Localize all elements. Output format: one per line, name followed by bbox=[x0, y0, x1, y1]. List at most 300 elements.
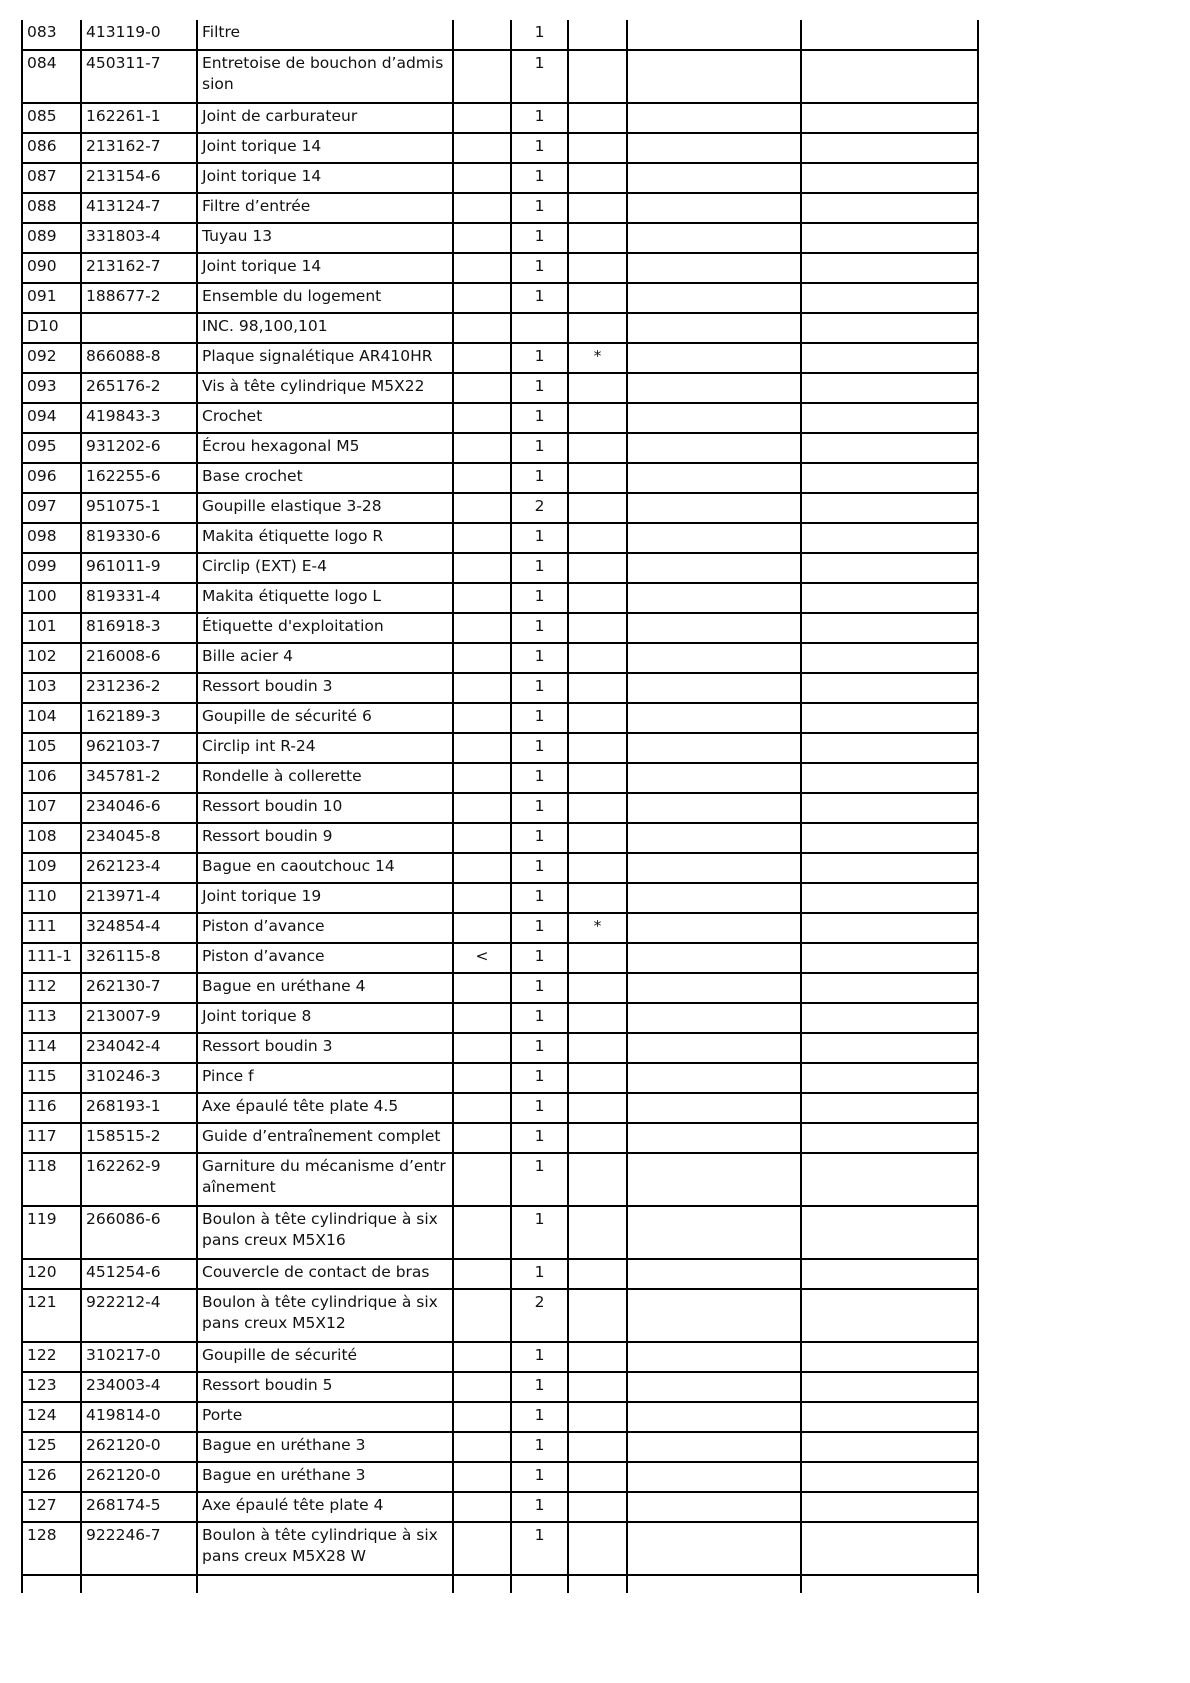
quantity: 1 bbox=[511, 20, 568, 50]
note-cell bbox=[453, 1522, 511, 1575]
remark-mark bbox=[568, 1123, 627, 1153]
remark-mark bbox=[568, 703, 627, 733]
item-number: 125 bbox=[22, 1432, 81, 1462]
empty-cell bbox=[801, 553, 978, 583]
quantity: 1 bbox=[511, 253, 568, 283]
table-row bbox=[22, 283, 978, 313]
remark-mark bbox=[568, 133, 627, 163]
quantity: 1 bbox=[511, 523, 568, 553]
remark-mark bbox=[568, 223, 627, 253]
item-number: 103 bbox=[22, 673, 81, 703]
empty-cell bbox=[801, 1003, 978, 1033]
part-description: Piston d’avance bbox=[197, 943, 453, 973]
empty-cell bbox=[801, 403, 978, 433]
item-number: 118 bbox=[22, 1153, 81, 1206]
empty-cell bbox=[627, 1462, 801, 1492]
part-description: Vis à tête cylindrique M5X22 bbox=[197, 373, 453, 403]
empty-cell bbox=[627, 433, 801, 463]
part-description: Boulon à tête cylindrique à six pans creux M5X16 bbox=[197, 1206, 453, 1259]
quantity: 1 bbox=[511, 163, 568, 193]
table-row bbox=[22, 703, 978, 733]
remark-mark bbox=[568, 50, 627, 103]
note-cell bbox=[453, 853, 511, 883]
remark-mark bbox=[568, 733, 627, 763]
quantity: 1 bbox=[511, 133, 568, 163]
empty-cell bbox=[627, 883, 801, 913]
part-number: 450311-7 bbox=[81, 50, 197, 103]
part-number: 268174-5 bbox=[81, 1492, 197, 1522]
table-row bbox=[22, 1289, 978, 1342]
part-number: 234045-8 bbox=[81, 823, 197, 853]
empty-cell bbox=[801, 1342, 978, 1372]
remark-mark bbox=[568, 463, 627, 493]
table-row bbox=[22, 1462, 978, 1492]
part-description: Base crochet bbox=[197, 463, 453, 493]
empty-cell bbox=[627, 973, 801, 1003]
empty-cell bbox=[801, 1432, 978, 1462]
remark-mark bbox=[568, 1402, 627, 1432]
item-number: 114 bbox=[22, 1033, 81, 1063]
part-number: 162189-3 bbox=[81, 703, 197, 733]
empty-cell bbox=[627, 1153, 801, 1206]
note-cell bbox=[453, 1206, 511, 1259]
note-cell bbox=[453, 343, 511, 373]
remark-mark bbox=[568, 883, 627, 913]
empty-cell bbox=[627, 163, 801, 193]
part-description: Joint torique 14 bbox=[197, 253, 453, 283]
remark-mark bbox=[568, 523, 627, 553]
empty-cell bbox=[627, 943, 801, 973]
table-row bbox=[22, 163, 978, 193]
note-cell bbox=[453, 913, 511, 943]
remark-mark bbox=[568, 1492, 627, 1522]
item-number: 087 bbox=[22, 163, 81, 193]
quantity: 1 bbox=[511, 463, 568, 493]
remark-mark bbox=[568, 1289, 627, 1342]
empty-cell bbox=[627, 343, 801, 373]
empty-cell bbox=[627, 673, 801, 703]
part-description: Goupille de sécurité bbox=[197, 1342, 453, 1372]
table-row bbox=[22, 1342, 978, 1372]
part-number: 931202-6 bbox=[81, 433, 197, 463]
empty-cell bbox=[627, 763, 801, 793]
item-number: 099 bbox=[22, 553, 81, 583]
part-number: 331803-4 bbox=[81, 223, 197, 253]
note-cell bbox=[453, 20, 511, 50]
part-number: 816918-3 bbox=[81, 613, 197, 643]
empty-cell bbox=[801, 313, 978, 343]
note-cell bbox=[453, 973, 511, 1003]
empty-cell bbox=[627, 1372, 801, 1402]
item-number: 108 bbox=[22, 823, 81, 853]
quantity: 1 bbox=[511, 583, 568, 613]
empty-cell bbox=[627, 1206, 801, 1259]
part-number: 265176-2 bbox=[81, 373, 197, 403]
part-number: 162262-9 bbox=[81, 1153, 197, 1206]
empty-cell bbox=[627, 613, 801, 643]
part-number: 262130-7 bbox=[81, 973, 197, 1003]
quantity: 1 bbox=[511, 433, 568, 463]
empty-cell bbox=[627, 1492, 801, 1522]
remark-mark bbox=[568, 613, 627, 643]
table-row bbox=[22, 973, 978, 1003]
remark-mark bbox=[568, 163, 627, 193]
part-description: Bague en uréthane 4 bbox=[197, 973, 453, 1003]
quantity: 1 bbox=[511, 1259, 568, 1289]
part-description: Filtre bbox=[197, 20, 453, 50]
remark-mark bbox=[568, 1432, 627, 1462]
part-number: 188677-2 bbox=[81, 283, 197, 313]
quantity: 1 bbox=[511, 853, 568, 883]
empty-cell bbox=[627, 1259, 801, 1289]
remark-mark: * bbox=[568, 913, 627, 943]
item-number: 117 bbox=[22, 1123, 81, 1153]
empty-cell bbox=[627, 313, 801, 343]
table-row bbox=[22, 20, 978, 50]
item-number: 101 bbox=[22, 613, 81, 643]
table-row bbox=[22, 733, 978, 763]
remark-mark bbox=[568, 1003, 627, 1033]
empty-cell bbox=[801, 1402, 978, 1432]
part-number: 213154-6 bbox=[81, 163, 197, 193]
part-number: 310217-0 bbox=[81, 1342, 197, 1372]
quantity: 1 bbox=[511, 973, 568, 1003]
item-number: 121 bbox=[22, 1289, 81, 1342]
quantity: 1 bbox=[511, 1372, 568, 1402]
remark-mark bbox=[568, 553, 627, 583]
item-number: 083 bbox=[22, 20, 81, 50]
empty-cell bbox=[801, 1153, 978, 1206]
table-row bbox=[22, 493, 978, 523]
quantity: 1 bbox=[511, 703, 568, 733]
item-number: 086 bbox=[22, 133, 81, 163]
note-cell bbox=[453, 403, 511, 433]
remark-mark: * bbox=[568, 343, 627, 373]
part-description: Circlip (EXT) E-4 bbox=[197, 553, 453, 583]
note-cell bbox=[453, 433, 511, 463]
empty-cell bbox=[627, 793, 801, 823]
empty-cell bbox=[627, 643, 801, 673]
remark-mark bbox=[568, 1093, 627, 1123]
table-row bbox=[22, 1033, 978, 1063]
part-description: Axe épaulé tête plate 4 bbox=[197, 1492, 453, 1522]
table-row bbox=[22, 343, 978, 373]
table-row bbox=[22, 793, 978, 823]
empty-cell bbox=[801, 1093, 978, 1123]
remark-mark bbox=[568, 1033, 627, 1063]
remark-mark bbox=[568, 853, 627, 883]
item-number: 126 bbox=[22, 1462, 81, 1492]
empty-cell bbox=[627, 50, 801, 103]
remark-mark bbox=[568, 643, 627, 673]
table-row bbox=[22, 1432, 978, 1462]
note-cell bbox=[453, 133, 511, 163]
remark-mark bbox=[568, 20, 627, 50]
remark-mark bbox=[568, 253, 627, 283]
item-number: 116 bbox=[22, 1093, 81, 1123]
part-number: 262120-0 bbox=[81, 1432, 197, 1462]
remark-mark bbox=[568, 1153, 627, 1206]
part-description: Boulon à tête cylindrique à six pans creux M5X28 W bbox=[197, 1522, 453, 1575]
part-number bbox=[81, 313, 197, 343]
empty-cell bbox=[627, 1063, 801, 1093]
empty-cell bbox=[801, 973, 978, 1003]
quantity: 1 bbox=[511, 1123, 568, 1153]
part-description: Makita étiquette logo L bbox=[197, 583, 453, 613]
empty-cell bbox=[627, 1432, 801, 1462]
empty-cell bbox=[801, 913, 978, 943]
quantity: 1 bbox=[511, 1093, 568, 1123]
item-number: 093 bbox=[22, 373, 81, 403]
note-cell bbox=[453, 373, 511, 403]
empty-cell bbox=[627, 253, 801, 283]
item-number: 109 bbox=[22, 853, 81, 883]
empty-cell bbox=[627, 553, 801, 583]
empty-cell bbox=[81, 1575, 197, 1593]
empty-cell bbox=[627, 403, 801, 433]
empty-cell bbox=[627, 493, 801, 523]
empty-cell bbox=[627, 703, 801, 733]
note-cell bbox=[453, 1289, 511, 1342]
part-description: Étiquette d'exploitation bbox=[197, 613, 453, 643]
remark-mark bbox=[568, 1462, 627, 1492]
remark-mark bbox=[568, 583, 627, 613]
part-number: 345781-2 bbox=[81, 763, 197, 793]
quantity: 1 bbox=[511, 1522, 568, 1575]
part-number: 451254-6 bbox=[81, 1259, 197, 1289]
note-cell bbox=[453, 253, 511, 283]
empty-cell bbox=[627, 373, 801, 403]
remark-mark bbox=[568, 1063, 627, 1093]
remark-mark bbox=[568, 193, 627, 223]
quantity: 1 bbox=[511, 193, 568, 223]
table-row bbox=[22, 433, 978, 463]
quantity: 1 bbox=[511, 1342, 568, 1372]
item-number: 111-1 bbox=[22, 943, 81, 973]
part-number: 819331-4 bbox=[81, 583, 197, 613]
empty-cell bbox=[801, 583, 978, 613]
table-row bbox=[22, 1123, 978, 1153]
item-number: 098 bbox=[22, 523, 81, 553]
table-row bbox=[22, 1206, 978, 1259]
empty-cell bbox=[801, 193, 978, 223]
item-number: 111 bbox=[22, 913, 81, 943]
quantity: 1 bbox=[511, 1003, 568, 1033]
table-row bbox=[22, 1259, 978, 1289]
part-number: 162261-1 bbox=[81, 103, 197, 133]
quantity: 1 bbox=[511, 1432, 568, 1462]
table-row bbox=[22, 1522, 978, 1575]
part-number: 419843-3 bbox=[81, 403, 197, 433]
note-cell: < bbox=[453, 943, 511, 973]
part-description: Ensemble du logement bbox=[197, 283, 453, 313]
part-description: Bille acier 4 bbox=[197, 643, 453, 673]
item-number: 128 bbox=[22, 1522, 81, 1575]
empty-cell bbox=[801, 283, 978, 313]
part-number: 213971-4 bbox=[81, 883, 197, 913]
note-cell bbox=[453, 793, 511, 823]
item-number: 100 bbox=[22, 583, 81, 613]
part-number: 213007-9 bbox=[81, 1003, 197, 1033]
table-row bbox=[22, 583, 978, 613]
note-cell bbox=[453, 163, 511, 193]
empty-cell bbox=[801, 20, 978, 50]
part-description: Ressort boudin 3 bbox=[197, 673, 453, 703]
part-number: 819330-6 bbox=[81, 523, 197, 553]
remark-mark bbox=[568, 1372, 627, 1402]
quantity: 1 bbox=[511, 733, 568, 763]
note-cell bbox=[453, 50, 511, 103]
empty-cell bbox=[627, 1342, 801, 1372]
table-row bbox=[22, 853, 978, 883]
empty-cell bbox=[801, 1522, 978, 1575]
item-number: 097 bbox=[22, 493, 81, 523]
item-number: 122 bbox=[22, 1342, 81, 1372]
note-cell bbox=[453, 1342, 511, 1372]
part-number: 310246-3 bbox=[81, 1063, 197, 1093]
part-description: Ressort boudin 9 bbox=[197, 823, 453, 853]
remark-mark bbox=[568, 403, 627, 433]
part-description: Goupille elastique 3-28 bbox=[197, 493, 453, 523]
empty-cell bbox=[801, 823, 978, 853]
remark-mark bbox=[568, 823, 627, 853]
part-description: Ressort boudin 3 bbox=[197, 1033, 453, 1063]
note-cell bbox=[453, 493, 511, 523]
empty-cell bbox=[801, 1575, 978, 1593]
remark-mark bbox=[568, 763, 627, 793]
empty-cell bbox=[801, 1492, 978, 1522]
continuation-row bbox=[22, 1575, 978, 1593]
item-number: 105 bbox=[22, 733, 81, 763]
empty-cell bbox=[627, 913, 801, 943]
table-row bbox=[22, 463, 978, 493]
item-number: 089 bbox=[22, 223, 81, 253]
part-description: Bague en uréthane 3 bbox=[197, 1462, 453, 1492]
quantity: 1 bbox=[511, 50, 568, 103]
item-number: 091 bbox=[22, 283, 81, 313]
quantity: 1 bbox=[511, 1462, 568, 1492]
note-cell bbox=[453, 1432, 511, 1462]
empty-cell bbox=[801, 1372, 978, 1402]
part-description: Crochet bbox=[197, 403, 453, 433]
empty-cell bbox=[627, 223, 801, 253]
remark-mark bbox=[568, 1259, 627, 1289]
part-description: Axe épaulé tête plate 4.5 bbox=[197, 1093, 453, 1123]
empty-cell bbox=[627, 823, 801, 853]
quantity: 1 bbox=[511, 343, 568, 373]
part-description: Boulon à tête cylindrique à six pans creux M5X12 bbox=[197, 1289, 453, 1342]
quantity: 1 bbox=[511, 643, 568, 673]
quantity: 1 bbox=[511, 883, 568, 913]
table-row bbox=[22, 553, 978, 583]
note-cell bbox=[453, 883, 511, 913]
item-number: 096 bbox=[22, 463, 81, 493]
table-row bbox=[22, 1093, 978, 1123]
empty-cell bbox=[801, 373, 978, 403]
empty-cell bbox=[801, 463, 978, 493]
part-number: 962103-7 bbox=[81, 733, 197, 763]
empty-cell bbox=[801, 50, 978, 103]
quantity: 2 bbox=[511, 1289, 568, 1342]
empty-cell bbox=[627, 133, 801, 163]
item-number: 120 bbox=[22, 1259, 81, 1289]
empty-cell bbox=[801, 703, 978, 733]
item-number: 084 bbox=[22, 50, 81, 103]
part-number: 234003-4 bbox=[81, 1372, 197, 1402]
empty-cell bbox=[801, 493, 978, 523]
empty-cell bbox=[801, 163, 978, 193]
quantity: 1 bbox=[511, 373, 568, 403]
part-description: Circlip int R-24 bbox=[197, 733, 453, 763]
item-number: 127 bbox=[22, 1492, 81, 1522]
part-number: 262120-0 bbox=[81, 1462, 197, 1492]
note-cell bbox=[453, 1492, 511, 1522]
note-cell bbox=[453, 673, 511, 703]
part-description: Bague en uréthane 3 bbox=[197, 1432, 453, 1462]
empty-cell bbox=[801, 1206, 978, 1259]
empty-cell bbox=[627, 103, 801, 133]
table-row bbox=[22, 253, 978, 283]
part-description: Filtre d’entrée bbox=[197, 193, 453, 223]
item-number: D10 bbox=[22, 313, 81, 343]
note-cell bbox=[453, 1153, 511, 1206]
empty-cell bbox=[627, 1289, 801, 1342]
part-description: Joint de carburateur bbox=[197, 103, 453, 133]
part-number: 262123-4 bbox=[81, 853, 197, 883]
quantity: 1 bbox=[511, 223, 568, 253]
quantity: 1 bbox=[511, 613, 568, 643]
note-cell bbox=[453, 583, 511, 613]
note-cell bbox=[453, 643, 511, 673]
empty-cell bbox=[801, 433, 978, 463]
quantity: 1 bbox=[511, 1033, 568, 1063]
part-description: Porte bbox=[197, 1402, 453, 1432]
empty-cell bbox=[627, 733, 801, 763]
part-description: Garniture du mécanisme d’entraînement bbox=[197, 1153, 453, 1206]
part-description: Joint torique 14 bbox=[197, 163, 453, 193]
table-row bbox=[22, 823, 978, 853]
parts-table bbox=[21, 20, 979, 1593]
part-number: 413119-0 bbox=[81, 20, 197, 50]
empty-cell bbox=[801, 883, 978, 913]
part-number: 326115-8 bbox=[81, 943, 197, 973]
empty-cell bbox=[801, 733, 978, 763]
item-number: 090 bbox=[22, 253, 81, 283]
remark-mark bbox=[568, 433, 627, 463]
item-number: 085 bbox=[22, 103, 81, 133]
empty-cell bbox=[22, 1575, 81, 1593]
table-row bbox=[22, 883, 978, 913]
empty-cell bbox=[568, 1575, 627, 1593]
table-row bbox=[22, 523, 978, 553]
quantity: 1 bbox=[511, 763, 568, 793]
remark-mark bbox=[568, 943, 627, 973]
part-description: Ressort boudin 10 bbox=[197, 793, 453, 823]
item-number: 115 bbox=[22, 1063, 81, 1093]
part-number: 951075-1 bbox=[81, 493, 197, 523]
note-cell bbox=[453, 703, 511, 733]
quantity: 1 bbox=[511, 103, 568, 133]
remark-mark bbox=[568, 673, 627, 703]
part-number: 866088-8 bbox=[81, 343, 197, 373]
parts-table-body bbox=[22, 20, 978, 1593]
part-description: Joint torique 8 bbox=[197, 1003, 453, 1033]
empty-cell bbox=[801, 643, 978, 673]
empty-cell bbox=[801, 253, 978, 283]
empty-cell bbox=[627, 20, 801, 50]
part-description: Bague en caoutchouc 14 bbox=[197, 853, 453, 883]
quantity: 1 bbox=[511, 673, 568, 703]
